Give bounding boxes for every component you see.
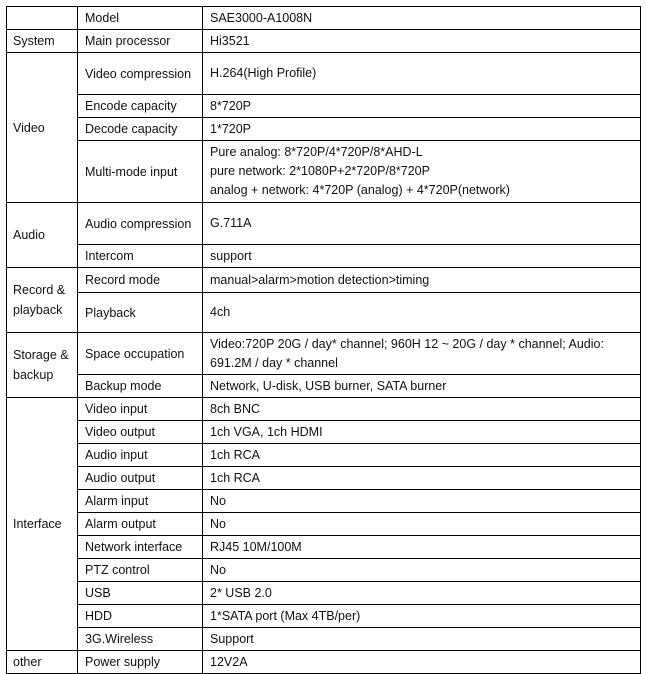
param-label: Encode capacity — [78, 95, 203, 118]
param-value: Video:720P 20G / day* channel; 960H 12 ~ 20G / day * channel; Audio: 691.2M / day * channel — [203, 333, 641, 375]
param-label: Video output — [78, 421, 203, 444]
param-label: Alarm input — [78, 490, 203, 513]
param-label: Multi-mode input — [78, 141, 203, 203]
table-row — [7, 651, 641, 674]
param-value: 2* USB 2.0 — [203, 582, 641, 605]
param-value: G.711A — [203, 203, 641, 245]
category-cell: Storage & backup — [7, 333, 78, 398]
value-line: analog + network: 4*720P (analog) + 4*720P(network) — [210, 183, 510, 197]
param-value — [203, 141, 641, 203]
table-row — [7, 536, 641, 559]
param-label: Playback — [78, 293, 203, 333]
table-row — [7, 333, 641, 375]
param-label: HDD — [78, 605, 203, 628]
param-value: 1ch VGA, 1ch HDMI — [203, 421, 641, 444]
table-row — [7, 582, 641, 605]
table-row — [7, 444, 641, 467]
table-row — [7, 398, 641, 421]
param-label: Model — [78, 7, 203, 30]
category-cell: Video — [7, 53, 78, 203]
param-value: No — [203, 513, 641, 536]
table-row — [7, 375, 641, 398]
param-label: Alarm output — [78, 513, 203, 536]
param-value: No — [203, 490, 641, 513]
param-label: Video input — [78, 398, 203, 421]
table-row — [7, 141, 641, 203]
table-row — [7, 490, 641, 513]
category-cell: Interface — [7, 398, 78, 651]
param-label: Audio input — [78, 444, 203, 467]
table-row — [7, 513, 641, 536]
table-row — [7, 293, 641, 333]
param-value: SAE3000-A1008N — [203, 7, 641, 30]
table-row — [7, 559, 641, 582]
table-row — [7, 628, 641, 651]
param-value: 1ch RCA — [203, 444, 641, 467]
table-row — [7, 118, 641, 141]
param-label: Audio compression — [78, 203, 203, 245]
param-label: Backup mode — [78, 375, 203, 398]
param-value: 8ch BNC — [203, 398, 641, 421]
param-value: Support — [203, 628, 641, 651]
param-value: 1ch RCA — [203, 467, 641, 490]
category-cell: Audio — [7, 203, 78, 268]
param-label: PTZ control — [78, 559, 203, 582]
param-value: No — [203, 559, 641, 582]
param-label: Intercom — [78, 245, 203, 268]
category-cell: Record & playback — [7, 268, 78, 333]
value-line: Pure analog: 8*720P/4*720P/8*AHD-L — [210, 145, 423, 159]
param-value: 1*SATA port (Max 4TB/per) — [203, 605, 641, 628]
param-label: Decode capacity — [78, 118, 203, 141]
category-cell: System — [7, 30, 78, 53]
param-label: Main processor — [78, 30, 203, 53]
param-label: Space occupation — [78, 333, 203, 375]
category-cell — [7, 7, 78, 30]
param-value: H.264(High Profile) — [203, 53, 641, 95]
param-value: 12V2A — [203, 651, 641, 674]
table-row — [7, 605, 641, 628]
param-value: Hi3521 — [203, 30, 641, 53]
table-row — [7, 95, 641, 118]
table-row — [7, 203, 641, 245]
param-label: Audio output — [78, 467, 203, 490]
value-line: pure network: 2*1080P+2*720P/8*720P — [210, 164, 430, 178]
table-row — [7, 7, 641, 30]
param-label: 3G.Wireless — [78, 628, 203, 651]
param-value: support — [203, 245, 641, 268]
param-value: RJ45 10M/100M — [203, 536, 641, 559]
param-label: USB — [78, 582, 203, 605]
table-row — [7, 467, 641, 490]
param-label: Network interface — [78, 536, 203, 559]
param-value: 4ch — [203, 293, 641, 333]
category-cell: other — [7, 651, 78, 674]
param-value: 8*720P — [203, 95, 641, 118]
param-label: Video compression — [78, 53, 203, 95]
param-value: manual>alarm>motion detection>timing — [203, 268, 641, 293]
spec-table — [6, 6, 641, 674]
table-row — [7, 30, 641, 53]
table-row — [7, 53, 641, 95]
param-label: Power supply — [78, 651, 203, 674]
param-label: Record mode — [78, 268, 203, 293]
table-row — [7, 245, 641, 268]
table-row — [7, 268, 641, 293]
param-value: Network, U-disk, USB burner, SATA burner — [203, 375, 641, 398]
param-value: 1*720P — [203, 118, 641, 141]
table-row — [7, 421, 641, 444]
